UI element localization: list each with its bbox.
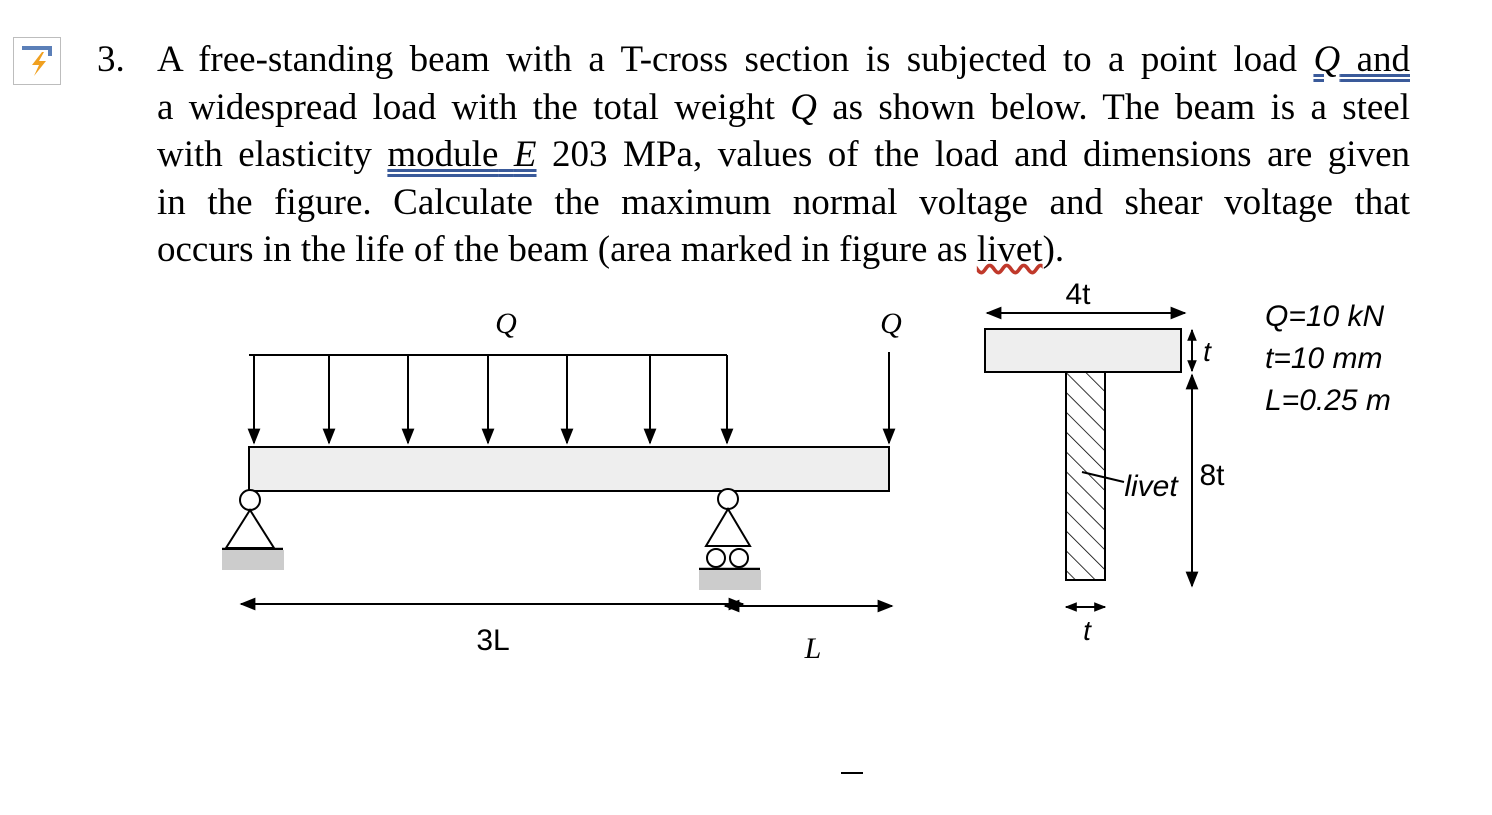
text-cursor xyxy=(841,772,863,774)
question-line: A free-standing beam with a T-cross section is subjected to a point load Q and xyxy=(157,39,1410,80)
width-4t-label: 4t xyxy=(1065,278,1091,311)
pin-support xyxy=(222,490,284,570)
load-symbol: Q xyxy=(790,86,817,128)
modulus-symbol: E xyxy=(513,134,537,175)
beam-body xyxy=(249,447,889,491)
question-line: occurs in the life of the beam (area marked in figure as livet). xyxy=(157,229,1065,270)
livet-label: livet xyxy=(1124,470,1178,503)
point-load-label: Q xyxy=(880,307,902,340)
distributed-load xyxy=(249,355,727,443)
height-8t-label: 8t xyxy=(1199,459,1225,492)
given-L: L=0.25 m xyxy=(1265,384,1391,417)
question-line: a widespread load with the total weight Q as shown below. The beam is a steel xyxy=(157,86,1411,128)
given-Q: Q=10 kN xyxy=(1265,300,1385,333)
web-t-label: t xyxy=(1083,615,1091,646)
question-line: with elasticity module E 203 MPa, values of the load and dimensions are given xyxy=(157,134,1410,175)
load-symbol: Q xyxy=(1313,39,1341,80)
spelling-flagged-word: livet xyxy=(976,229,1043,270)
roller-support xyxy=(699,489,761,590)
module-word: module xyxy=(387,134,499,175)
question-line: in the figure. Calculate the maximum normal voltage and shear voltage that xyxy=(157,181,1410,223)
question-number: 3. xyxy=(97,39,125,80)
distributed-load-label: Q xyxy=(495,307,517,340)
flange-t-label: t xyxy=(1203,336,1211,367)
given-t: t=10 mm xyxy=(1265,342,1383,375)
span-L-label: L xyxy=(804,632,822,665)
flange xyxy=(985,329,1181,372)
span-3L-label: 3L xyxy=(476,624,510,657)
